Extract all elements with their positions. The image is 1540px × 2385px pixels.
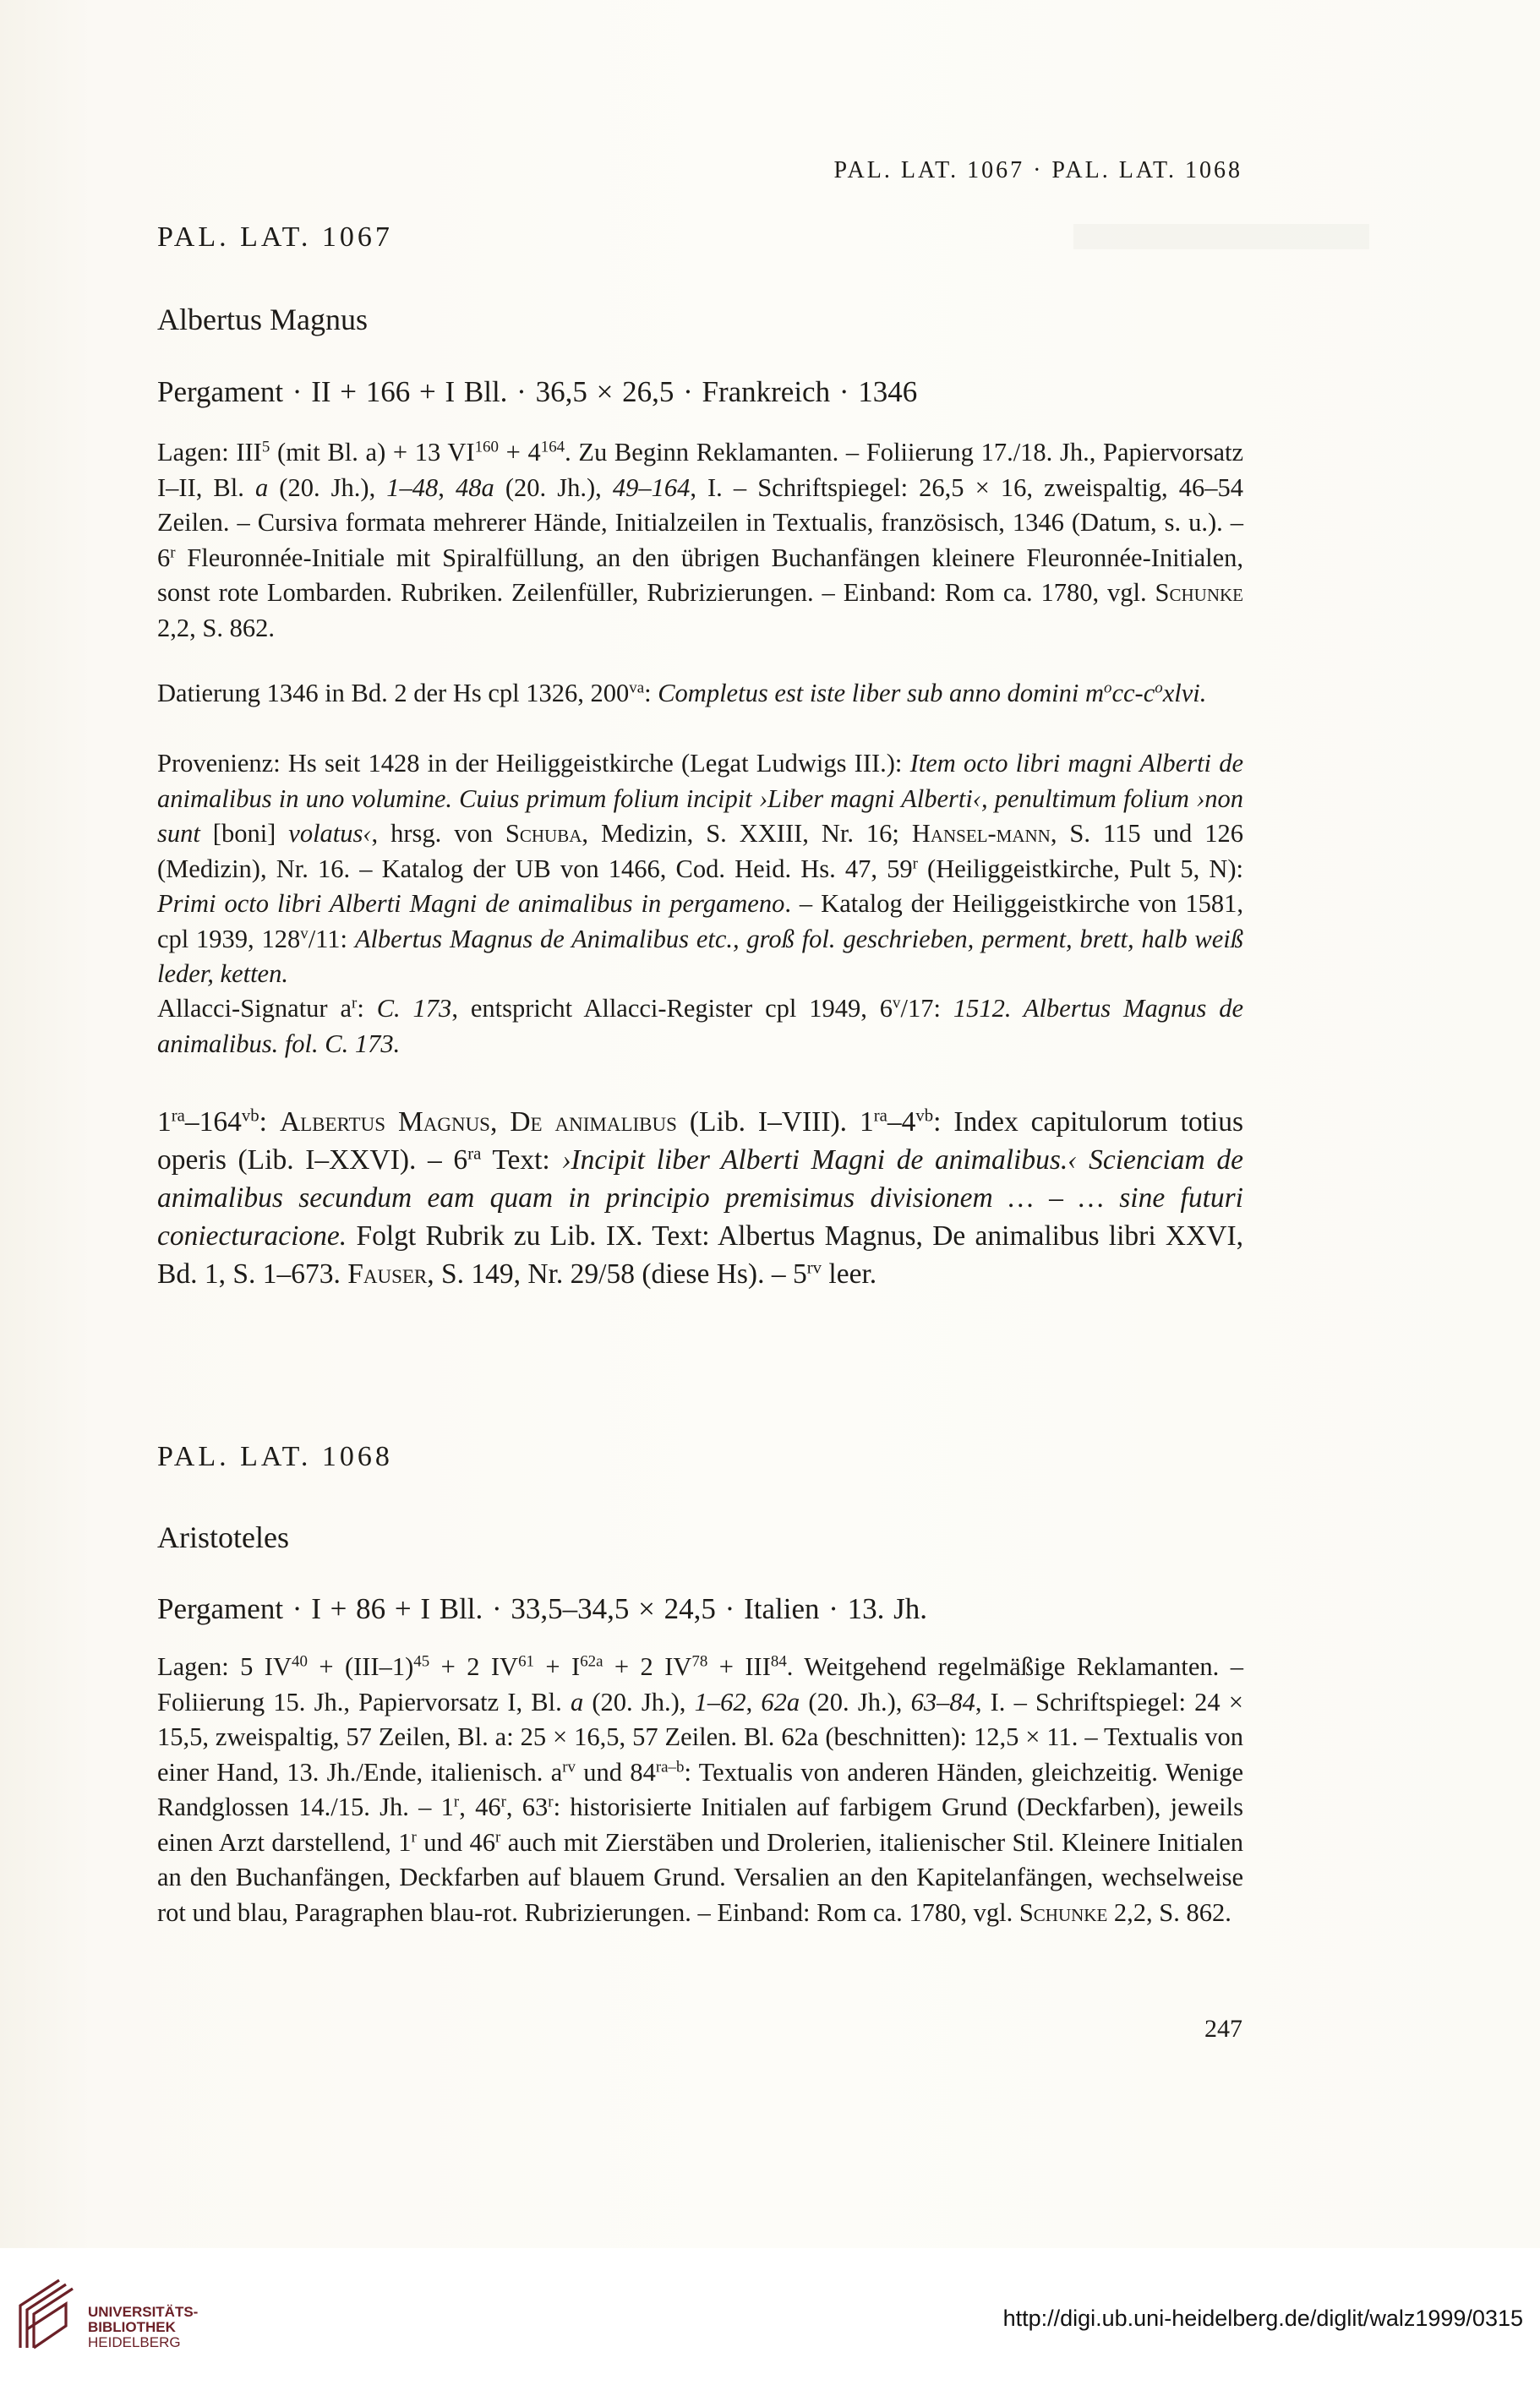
entry-1068-description: Lagen: 5 $IV^{40} + (III-1)^{45} + 2$ $IV^{61} + I^{62a} + 2$ $IV^{78} + III^{84}$. Weitgehend regelmäßige Reklamanten. – Foliierung 15. Jh., Papiervorsatz I, Bl. a (20. Jh.), 1–62, 62a (20. Jh.), 63–84, I. – Schriftspiegel: 24 × 15,5, zweispaltig, 57 Zeilen, Bl. a: 25 × 16,5, 57 Zeilen. Bl. 62a (beschnitten): 12,5 × 11. – Textualis von einer Hand, 13. Jh./Ende, italienisch. $a^{rv}$ und $84^{ra-b}$: Textualis von anderen Händen, gleichzeitig. Wenige Randglossen 14./15. Jh. – 1$^r$, 46$^r$, 63$^r$: historisierte Initialen auf farbigem Grund (Deckfarben), jeweils einen Arzt darstellend, 1$^r$ und 46$^r$ auch mit Zierstäben und Drolerien, italienischer Stil. Kleinere Initialen an den Buchanfängen, Deckfarben auf blauem Grund. Versalien an den Kapitelanfängen, wechselweise rot und blau, Paragraphen blau-rot. Rubrizierungen. – Einband: Rom ca. 1780, vgl. Schunke 2,2, S. 862.: [157, 1652, 1244, 1927]
entry-1067-provenance: Provenienz: Hs seit 1428 in der Heiliggeistkirche (Legat Ludwigs III.): Item octo libri magni Alberti de animalibus in uno volumine. Cuius primum folium incipit ›Liber magni Alberti‹, penultimum folium ›non sunt [boni] volatus‹, hrsg. von Schuba, Medizin, S. XXIII, Nr. 16; Hansel-mann, S. 115 und 126 (Medizin), Nr. 16. – Katalog der UB von 1466, Cod. Heid. Hs. 47, 59$^r$ (Heiliggeistkirche, Pult 5, N): Primi octo libri Alberti Magni de animalibus in pergameno. – Katalog der Heiliggeistkirche von 1581, cpl 1939, 128$^v$/11: Albertus Magnus de Animalibus etc., groß fol. geschrieben, perment, brett, halb weiß leder, ketten.: [157, 749, 1243, 988]
page-number: 247: [1204, 2015, 1242, 2043]
entry-1068-sigla: PAL. LAT. 1068: [157, 1441, 393, 1472]
entry-1067-dating: Datierung 1346 in Bd. 2 der Hs cpl 1326, $200^{va}$: Completus est iste liber sub anno domini $m^occ-c^oxlvi$.: [157, 679, 1207, 707]
entry-1067-meta: Pergament · II + 166 + I Bll. · 36,5 × 26,5 · Frankreich · 1346: [157, 375, 918, 408]
library-logo-text: [88, 2305, 198, 2350]
entry-1067-allacci: Allacci-Signatur $a^r$: C. 173, entspricht Allacci-Register cpl 1949, 6$^v$/17: 1512. Albertus Magnus de animalibus. fol. C. 173.: [157, 994, 1244, 1058]
entry-1067-description: Lagen: III$^5$ (mit Bl. a) + 13 $VI^{160} + 4^{164}$. Zu Beginn Reklamanten. – Foliierung 17./18. Jh., Papiervorsatz I–II, Bl. a (20. Jh.), 1–48, 48a (20. Jh.), 49–164, I. – Schriftspiegel: 26,5 × 16, zweispaltig, 46–54 Zeilen. – Cursiva formata mehrerer Hände, Initialzeilen in Textualis, französisch, 1346 (Datum, s. u.). – 6$^r$ Fleuronnée-Initiale mit Spiralfüllung, an den übrigen Buchanfängen kleinere Fleuronnée-Initialen, sonst rote Lombarden. Rubriken. Zeilenfüller, Rubrizierungen. – Einband: Rom ca. 1780, vgl. Schunke 2,2, S. 862.: [157, 438, 1244, 642]
library-logo-icon: [15, 2273, 83, 2351]
logo-line: HEIDELBERG: [88, 2334, 181, 2350]
source-url-link[interactable]: http://digi.ub.uni-heidelberg.de/diglit/walz1999/0315: [1002, 2306, 1523, 2331]
entry-1068-meta: Pergament · I + 86 + I Bll. · 33,5–34,5 × 24,5 · Italien · 13. Jh.: [157, 1592, 927, 1625]
entry-1067-author: Albertus Magnus: [157, 303, 368, 336]
running-head: PAL. LAT. 1067 · PAL. LAT. 1068: [833, 157, 1242, 183]
logo-line: BIBLIOTHEK: [88, 2319, 176, 2335]
entry-1068-author: Aristoteles: [157, 1520, 289, 1554]
logo-line: UNIVERSITÄTS-: [88, 2304, 199, 2320]
entry-1067-sigla: PAL. LAT. 1067: [157, 221, 393, 253]
entry-1067-content: $1^{ra}-164^{vb}$: Albertus Magnus, De animalibus (Lib. I–VIII). $1^{ra}-4^{vb}$: Index capitulorum totius operis (Lib. I–XXVI). – $6^{ra}$ Text: ›Incipit liber Alberti Magni de animalibus.‹ Scienciam de animalibus secundum eam quam in principio premisimus divisionem … – … sine futuri coniecturacione. Folgt Rubrik zu Lib. IX. Text: Albertus Magnus, De animalibus libri XXVI, Bd. 1, S. 1–673. Fauser, S. 149, Nr. 29/58 (diese Hs). – $5^{rv}$ leer.: [157, 1105, 1243, 1290]
